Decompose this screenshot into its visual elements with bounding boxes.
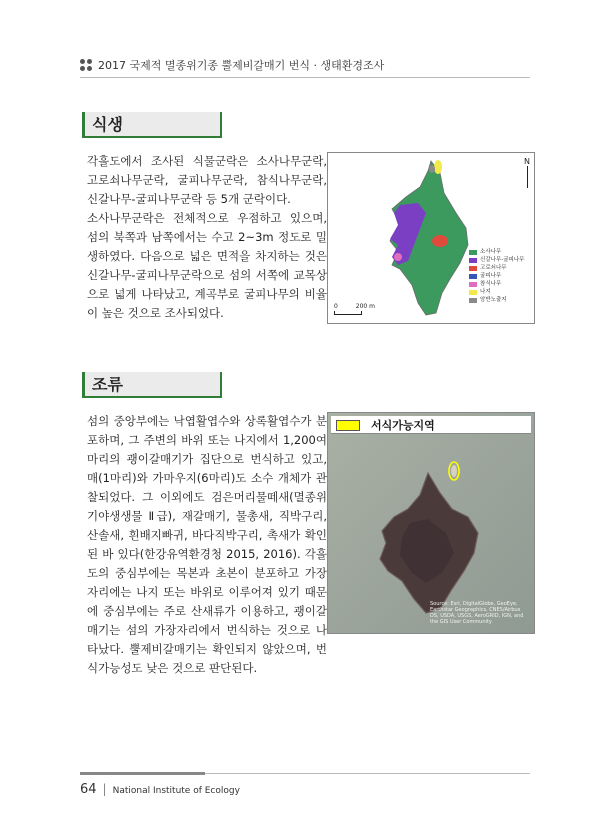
page-number: 64	[80, 782, 97, 797]
legend-item: 참식나무	[469, 280, 525, 288]
scale-bar: 0 200 m	[334, 303, 375, 315]
legend-swatch	[469, 290, 477, 295]
legend-item: 신갈나무-굴피나무	[469, 256, 525, 264]
birds-paragraph: 섬의 중앙부에는 낙엽활엽수와 상록활엽수가 분포하며, 그 주변의 바위 또는 나지에서 1,200여 마리의 괭이갈매기가 집단으로 번식하고 있고, 매(1마리)와 가마우지(6마리)도 소수 개체가 관찰되었다. 그 이외에도 검은머리물떼새(멸종위기야생생물 Ⅱ급), 재갈매기, 물총새, 직박구리, 산솔새, 흰배지빠귀, 바다직박구리, 촉새가 확인된 바 있다(한강유역환경청 2015, 2016). 각흘도의 중심부에는 목본과 초본이 분포하고 가장자리에는 나지 또는 바위로 이루어져 있기 때문에 중심부에는 주로 산새류가 이용하고, 괭이갈매기는 섬의 가장자리에서 번식하는 것으로 나타났다. 뿔제비갈매기는 확인되지 않았으며, 번식가능성도 낮은 것으로 판단된다.	[87, 414, 327, 675]
vegetation-map	[327, 152, 535, 324]
legend-swatch	[469, 282, 477, 287]
legend-item: 암반노출지	[469, 296, 525, 304]
page-footer	[80, 782, 240, 797]
header-divider	[80, 77, 530, 78]
legend-item: 굴피나무	[469, 272, 525, 280]
header-dots-icon	[80, 59, 92, 71]
birds-text	[87, 412, 327, 678]
legend-swatch	[469, 274, 477, 279]
institution-name: National Institute of Ecology	[112, 786, 240, 796]
vegetation-text	[87, 152, 327, 323]
aerial-island-graphic	[328, 413, 534, 633]
running-title: 2017 국제적 멸종위기종 뿔제비갈매기 번식 · 생태환경조사	[98, 59, 385, 72]
vegetation-paragraph-1: 각흘도에서 조사된 식물군락은 소사나무군락, 고로쇠나무군락, 굴피나무군락, 참식나무군락, 신갈나무-굴피나무군락 등 5개 군락이다.	[87, 154, 327, 206]
section-title-vegetation: 식생	[82, 112, 222, 138]
legend-swatch	[336, 420, 360, 431]
habitat-aerial-photo	[327, 412, 535, 634]
legend-swatch	[469, 266, 477, 271]
legend-item: 고로쇠나무	[469, 264, 525, 272]
vegetation-paragraph-2: 소사나무군락은 전체적으로 우점하고 있으며, 섬의 북쪽과 남쪽에서는 수고 2~3m 정도로 밀생하였다. 다음으로 넓은 면적을 차지하는 것은 신갈나무-굴피나무군락으로 섬의 서쪽에 교목상으로 넓게 나타났고, 계곡부로 굴피나무의 비율이 높은 것으로 조사되었다.	[87, 211, 327, 320]
legend-swatch	[469, 250, 477, 255]
photo-legend-label: 서식가능지역	[371, 419, 435, 432]
footer-divider	[80, 773, 530, 774]
footer-separator: |	[102, 782, 107, 796]
photo-legend	[331, 416, 531, 434]
legend-swatch	[469, 298, 477, 303]
legend-swatch	[469, 258, 477, 263]
section-title-birds: 조류	[82, 372, 222, 398]
north-arrow-icon: N	[524, 157, 530, 188]
running-header	[80, 57, 530, 73]
legend-item: 소사나무	[469, 248, 525, 256]
map-legend	[469, 248, 525, 304]
legend-item: 나지	[469, 288, 525, 296]
imagery-attribution: Source: Esri, DigitalGlobe, GeoEye, Earthstar Geographics, CNES/Airbus DS, USDA, USGS, AeroGRID, IGN, and the GIS User Community	[430, 601, 524, 625]
